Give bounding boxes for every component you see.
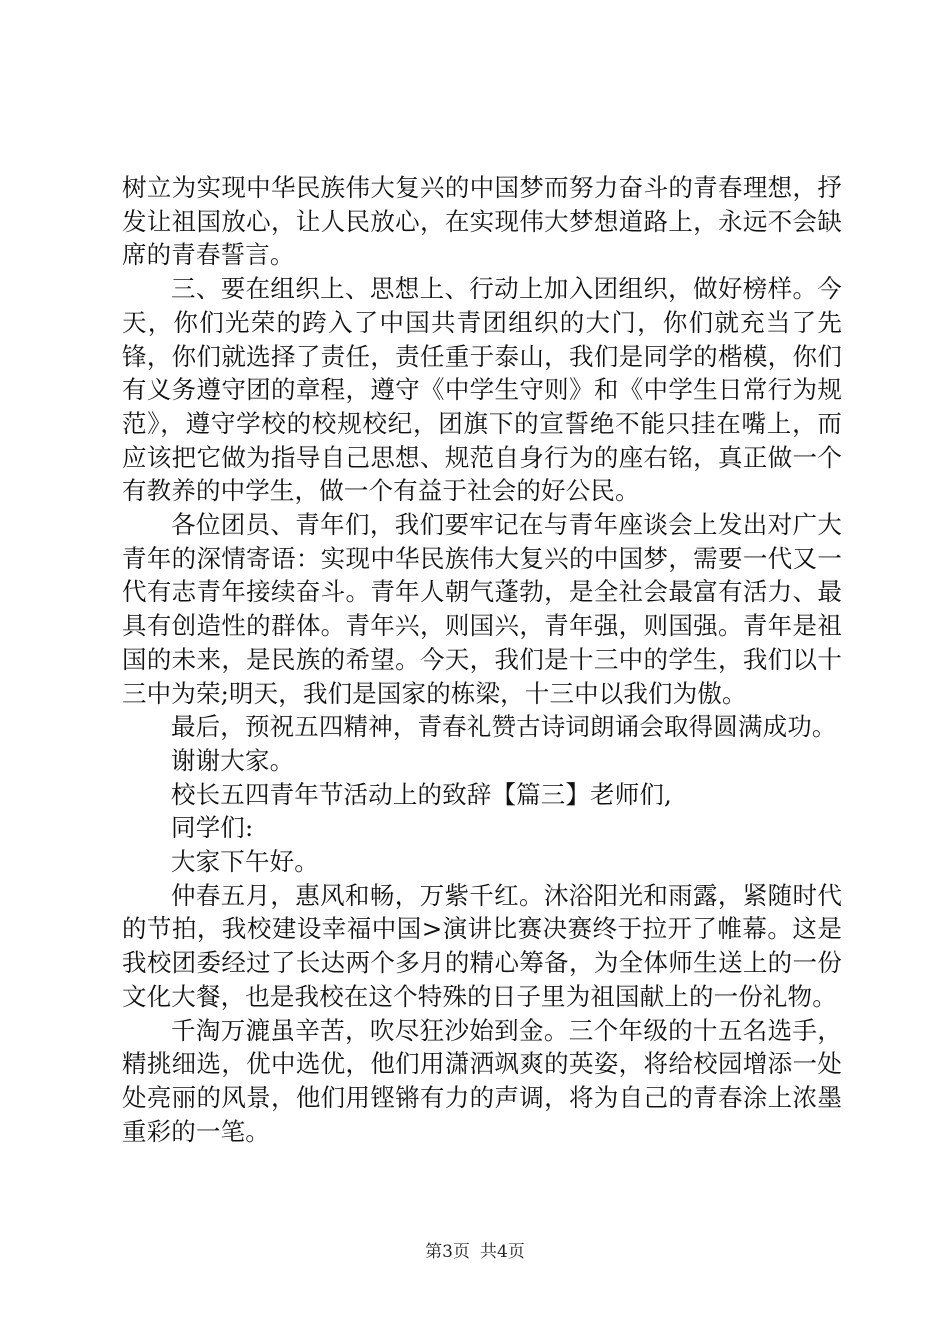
paragraph-7: 同学们:: [171, 813, 254, 843]
paragraph-2: 三、要在组织上、思想上、行动上加入团组织，做好榜样。今天，你们光荣的跨入了中国共青团组织的大门，你们就充当了先锋，你们就选择了责任，责任重于泰山，我们是同学的楷模，你们有义务遵守团的章程，遵守《中学生守则》和《中学生日常行为规范》，遵守学校的校规校纪，团旗下的宣誓绝不能只挂在嘴上，而应该把它做为指导自己思想、规范自身行为的座右铭，真正做一个有教养的中学生，做一个有益于社会的好公民。: [122, 274, 842, 506]
document-body: [122, 171, 842, 1148]
paragraph-10: 千淘万漉虽辛苦，吹尽狂沙始到金。三个年级的十五名选手，精挑细选，优中选优，他们用潇洒飒爽的英姿，将给校园增添一处处亮丽的风景，他们用铿锵有力的声调，将为自己的青春涂上浓墨重彩的一笔。: [122, 1015, 842, 1146]
page-footer: [0, 1241, 950, 1263]
paragraph-6-section-heading: 校长五四青年节活动上的致辞【篇三】老师们,: [171, 779, 672, 809]
paragraph-4: 最后，预祝五四精神，青春礼赞古诗词朗诵会取得圆满成功。: [171, 712, 837, 742]
paragraph-5: 谢谢大家。: [171, 745, 295, 775]
page-number: 第3页: [425, 1242, 470, 1262]
paragraph-9: 仲春五月，惠风和畅，万紫千红。沐浴阳光和雨露，紧随时代的节拍，我校建设幸福中国>演讲比赛决赛终于拉开了帷幕。这是我校团委经过了长达两个多月的精心筹备，为全体师生送上的一份文化大餐，也是我校在这个特殊的日子里为祖国献上的一份礼物。: [122, 880, 842, 1011]
paragraph-8: 大家下午好。: [171, 847, 319, 877]
paragraph-1: 树立为实现中华民族伟大复兴的中国梦而努力奋斗的青春理想，抒发让祖国放心，让人民放心，在实现伟大梦想道路上，永远不会缺席的青春誓言。: [122, 173, 842, 270]
page-total: 共4页: [480, 1242, 525, 1262]
paragraph-3: 各位团员、青年们，我们要牢记在与青年座谈会上发出对广大青年的深情寄语：实现中华民族伟大复兴的中国梦，需要一代又一代有志青年接续奋斗。青年人朝气蓬勃，是全社会最富有活力、最具有创造性的群体。青年兴，则国兴，青年强，则国强。青年是祖国的未来，是民族的希望。今天，我们是十三中的学生，我们以十三中为荣;明天，我们是国家的栋梁，十三中以我们为傲。: [122, 510, 842, 708]
